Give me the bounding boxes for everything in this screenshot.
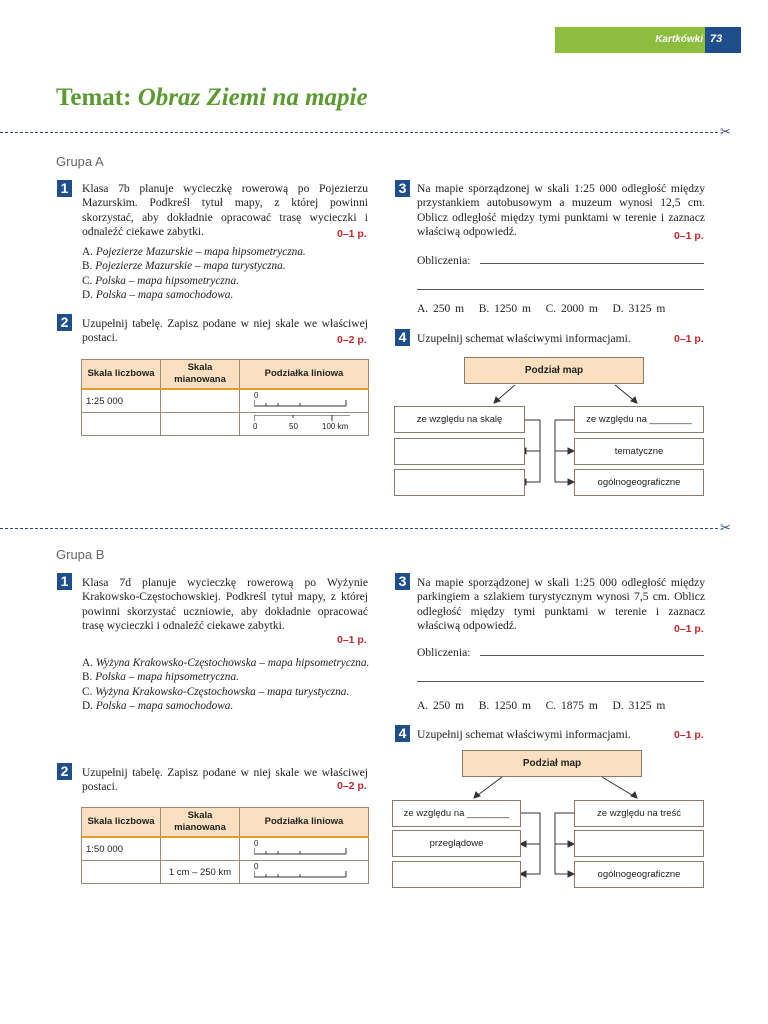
option[interactable]: B. Polska – mapa hipsometryczna. [82, 671, 239, 684]
table-cell-blank[interactable] [161, 413, 240, 436]
section-label: Kartkówki [655, 34, 703, 45]
column-header: Skala mianowana [161, 360, 240, 390]
question-number: 4 [395, 725, 410, 742]
scale-tick: 0 [253, 422, 258, 431]
diagram-root: Podział map [464, 357, 644, 384]
title-topic: Obraz Ziemi na mapie [137, 84, 368, 111]
question-text: Uzupełnij schemat właściwymi informacjami. [417, 332, 631, 345]
question-text: Uzupełnij tabelę. Zapisz podane w niej skale we właściwej postaci. [82, 317, 368, 345]
diagram-root: Podział map [462, 750, 642, 777]
points: 0–1 p. [337, 634, 367, 646]
question-number: 2 [57, 314, 72, 331]
calc-label: Obliczenia: [417, 646, 471, 659]
answer-option[interactable]: C. 1875 m [545, 700, 598, 712]
question-text: Uzupełnij schemat właściwymi informacjami. [417, 728, 631, 741]
question-text: Klasa 7b planuje wycieczkę rowerową po Pojezierzu Mazurskim. Podkreśl tytuł mapy, z której powinni skorzystać, aby dokładnie opracować trasę wycieczki i odnaleźć ciekawe zabytki. [82, 182, 368, 238]
diagram-node: ze względu na treść [574, 800, 704, 827]
option[interactable]: B. Pojezierze Mazurskie – mapa turystyczna. [82, 260, 286, 273]
scale-tick: 100 km [322, 422, 349, 431]
question-number: 1 [57, 180, 72, 197]
table-cell-blank[interactable] [82, 413, 161, 436]
option[interactable]: C. Polska – mapa hipsometryczna. [82, 274, 239, 287]
diagram-node-blank[interactable] [574, 830, 704, 857]
diagram-node: ogólnogeograficzne [574, 861, 704, 888]
points: 0–1 p. [674, 230, 704, 242]
table-cell-blank[interactable] [161, 389, 240, 413]
option[interactable]: D. Polska – mapa samochodowa. [82, 699, 234, 712]
points: 0–1 p. [674, 623, 704, 635]
answer-option[interactable]: A. 250 m [417, 303, 465, 315]
scissors-icon: ✂ [720, 124, 731, 139]
answer-line[interactable] [480, 263, 704, 264]
points: 0–1 p. [674, 333, 704, 345]
table-cell-blank[interactable] [82, 861, 161, 884]
question-text: Uzupełnij tabelę. Zapisz podane w niej skale we właściwej postaci. [82, 766, 368, 794]
table-cell: 1:25 000 [82, 389, 161, 413]
answer-options [417, 700, 665, 712]
page-number: 73 [710, 33, 723, 45]
question-number: 1 [57, 573, 72, 590]
scale-table [81, 359, 369, 436]
option[interactable]: D. Polska – mapa samochodowa. [82, 288, 234, 301]
group-a-label: Grupa A [56, 154, 104, 169]
calc-label: Obliczenia: [417, 254, 471, 267]
column-header: Skala mianowana [161, 808, 240, 838]
question-number: 4 [395, 329, 410, 346]
answer-line[interactable] [417, 681, 704, 682]
cut-line [0, 528, 718, 529]
points: 0–2 p. [337, 334, 367, 346]
answer-option[interactable]: B. 1250 m [478, 700, 531, 712]
options-list [82, 656, 372, 713]
scale-zero: 0 [254, 391, 259, 400]
points: 0–1 p. [337, 228, 367, 240]
scale-tick: 50 [289, 422, 298, 431]
option[interactable]: A. Wyżyna Krakowsko-Częstochowska – mapa hipsometryczna. [82, 657, 370, 669]
points: 0–1 p. [674, 729, 704, 741]
diagram-node-fill[interactable]: ze względu na ________ [392, 800, 521, 827]
answer-option[interactable]: D. 3125 m [612, 700, 666, 712]
cut-line [0, 132, 718, 133]
column-header: Podziałka liniowa [240, 360, 369, 390]
question-text: Klasa 7d planuje wycieczkę rowerową po Wyżynie Krakowsko-Częstochowskiej. Podkreśl tytuł mapy, z której powinni skorzystać uczniowie, aby dokładnie opracować trasę wycieczki i odnaleźć ciekawe zabytki. [82, 576, 368, 632]
question-number: 3 [395, 180, 410, 197]
scale-bar [254, 871, 352, 879]
diagram-node-blank[interactable] [392, 861, 521, 888]
group-b-label: Grupa B [56, 547, 105, 562]
diagram-node-fill[interactable]: ze względu na ________ [574, 406, 704, 433]
question-text: Na mapie sporządzonej w skali 1:25 000 odległość między przystankiem autobusowym a muzeum wynosi 12,5 cm. Oblicz odległość między tymi punktami w terenie i zaznacz właściwą odpowiedź. [417, 182, 705, 238]
scale-zero: 0 [254, 862, 259, 871]
scale-bar-cell[interactable] [240, 861, 369, 884]
diagram-node-blank[interactable] [394, 469, 525, 496]
page-title [56, 84, 368, 112]
diagram-node: ogólnogeograficzne [574, 469, 704, 496]
answer-line[interactable] [417, 289, 704, 290]
diagram-node: tematyczne [574, 438, 704, 465]
option[interactable]: C. Wyżyna Krakowsko-Częstochowska – mapa turystyczna. [82, 685, 350, 698]
answer-option[interactable]: D. 3125 m [612, 303, 666, 315]
title-prefix: Temat: [56, 84, 132, 111]
points: 0–2 p. [337, 780, 367, 792]
scale-bar-cell[interactable] [240, 389, 369, 413]
scale-table [81, 807, 369, 884]
table-cell: 1 cm – 250 km [161, 861, 240, 884]
answer-options [417, 303, 665, 315]
column-header: Podziałka liniowa [240, 808, 369, 838]
answer-option[interactable]: A. 250 m [417, 700, 465, 712]
diagram-node-blank[interactable] [394, 438, 525, 465]
scissors-icon: ✂ [720, 520, 731, 535]
scale-zero: 0 [254, 839, 259, 848]
answer-option[interactable]: B. 1250 m [478, 303, 531, 315]
question-number: 3 [395, 573, 410, 590]
column-header: Skala liczbowa [82, 808, 161, 838]
answer-option[interactable]: C. 2000 m [545, 303, 598, 315]
question-text: Na mapie sporządzonej w skali 1:25 000 odległość między parkingiem a szlakiem turystycznym wynosi 7,5 cm. Oblicz odległość między tymi punktami w terenie i zaznacz właściwą odpowiedź. [417, 576, 705, 632]
scale-bar [254, 400, 352, 408]
table-cell-blank[interactable] [161, 837, 240, 861]
diagram-node: przeglądowe [392, 830, 521, 857]
diagram-node: ze względu na skalę [394, 406, 525, 433]
answer-line[interactable] [480, 655, 704, 656]
option[interactable]: A. Pojezierze Mazurskie – mapa hipsometryczna. [82, 246, 306, 258]
table-cell: 1:50 000 [82, 837, 161, 861]
scale-bar-cell[interactable] [240, 837, 369, 861]
column-header: Skala liczbowa [82, 360, 161, 390]
question-number: 2 [57, 763, 72, 780]
scale-bar-cell [240, 413, 369, 436]
scale-bar [254, 848, 352, 856]
options-list [82, 245, 372, 302]
